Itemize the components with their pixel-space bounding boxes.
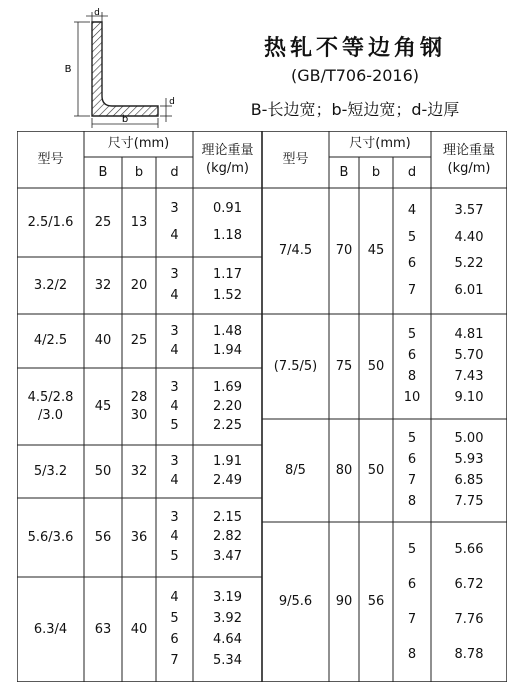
header-weight-right-line: 理论重量 <box>442 142 495 158</box>
diagram-label-B: B <box>64 64 72 75</box>
weight-cell: 4.40 <box>454 229 484 245</box>
model-cell: 2.5/1.6 <box>27 214 74 230</box>
short-side-cell <box>122 368 156 445</box>
thickness-cell: 4 <box>407 203 417 219</box>
standard-code: (GB/T706-2016) <box>290 66 420 85</box>
weight-cell: 5.34 <box>213 653 242 669</box>
thickness-cell: 6 <box>170 632 179 648</box>
thickness-cell: 8 <box>407 369 417 385</box>
weight-cell: 3.92 <box>213 610 242 626</box>
weight-cell: 1.17 <box>213 267 242 283</box>
weight-cell: 0.91 <box>213 201 242 217</box>
page-title: 热轧不等边角钢 <box>263 36 446 61</box>
header-model-left: 型号 <box>37 151 64 167</box>
long-side-cell: 90 <box>335 594 353 609</box>
thickness-cell: 4 <box>170 227 179 243</box>
model-cell: 5.6/3.6 <box>27 529 74 545</box>
thickness-cell: 5 <box>170 549 179 565</box>
model-cell: 9/5.6 <box>278 594 313 609</box>
weight-cell: 8.78 <box>454 646 484 662</box>
header-model-right: 型号 <box>282 151 309 167</box>
weight-cell: 1.69 <box>213 379 242 395</box>
model-cell-line: 4.5/2.8 <box>27 389 74 405</box>
diagram-label-d-top: d <box>94 8 100 18</box>
thickness-cell: 3 <box>170 323 179 339</box>
weight-cell: 5.00 <box>454 431 484 447</box>
model-cell: (7.5/5) <box>273 358 318 374</box>
long-side-cell: 40 <box>94 333 112 348</box>
weight-cell: 1.91 <box>213 454 242 470</box>
thickness-cell: 7 <box>170 653 179 669</box>
weight-cell: 6.01 <box>454 282 484 298</box>
thickness-cell: 4 <box>170 472 179 488</box>
thickness-cell: 4 <box>170 589 179 605</box>
header-weight-right-line: (kg/m) <box>447 160 491 176</box>
thickness-cell: 3 <box>170 454 179 470</box>
short-side-cell: 13 <box>130 214 148 230</box>
diagram-label-d-right: d <box>169 97 175 107</box>
long-side-cell: 25 <box>94 214 112 230</box>
weight-cell: 6.85 <box>454 472 484 488</box>
thickness-cell: 6 <box>407 576 417 592</box>
model-cell: 7/4.5 <box>278 243 313 258</box>
header-size-right: 尺寸(mm) <box>349 136 411 151</box>
weight-cell: 2.20 <box>213 398 242 414</box>
weight-cell: 5.22 <box>454 256 484 272</box>
weight-cell: 4.81 <box>454 326 484 342</box>
header-weight-left-line: 理论重量 <box>201 142 254 158</box>
weight-cell: 1.52 <box>213 287 242 303</box>
weight-cell: 7.43 <box>454 369 484 385</box>
header-d-left: d <box>170 164 179 180</box>
long-side-cell: 32 <box>94 277 112 293</box>
model-cell-line: /3.0 <box>37 407 64 423</box>
header-B-left: B <box>98 164 108 180</box>
short-side-cell: 32 <box>130 463 148 479</box>
short-side-cell-line: 28 <box>130 389 148 405</box>
weight-cell: 4.64 <box>213 632 242 648</box>
short-side-cell: 50 <box>367 462 385 478</box>
weight-cell: 9.10 <box>454 390 484 406</box>
weight-cell: 1.94 <box>213 342 242 358</box>
long-side-cell: 70 <box>335 243 353 258</box>
weight-cell: 7.75 <box>454 493 484 509</box>
weight-cell: 3.57 <box>454 203 484 219</box>
short-side-cell-line: 30 <box>130 407 148 423</box>
thickness-cell: 8 <box>407 493 417 509</box>
header-B-right: B <box>339 164 349 180</box>
thickness-cell: 5 <box>170 417 179 433</box>
long-side-cell: 50 <box>94 463 112 479</box>
angle-section-diagram <box>58 8 178 130</box>
long-side-cell: 45 <box>94 398 112 414</box>
thickness-cell: 4 <box>170 398 179 414</box>
weight-cell: 2.82 <box>213 529 242 545</box>
thickness-cell: 4 <box>170 529 179 545</box>
header-weight-left <box>193 131 262 188</box>
header-b-left: b <box>134 164 144 180</box>
thickness-cell: 3 <box>170 267 179 283</box>
long-side-cell: 63 <box>94 621 112 637</box>
model-cell: 4/2.5 <box>33 333 68 348</box>
long-side-cell: 56 <box>94 529 112 545</box>
header-weight-right <box>431 131 507 188</box>
thickness-cell: 3 <box>170 379 179 395</box>
header-weight-left-line: (kg/m) <box>206 160 249 176</box>
thickness-cell: 5 <box>407 229 417 245</box>
model-cell: 5/3.2 <box>33 463 68 479</box>
model-cell <box>17 368 84 445</box>
header-size-left: 尺寸(mm) <box>107 136 170 151</box>
short-side-cell: 20 <box>130 277 148 293</box>
weight-cell: 1.48 <box>213 323 242 339</box>
short-side-cell: 56 <box>367 594 385 609</box>
weight-cell: 5.93 <box>454 452 484 468</box>
thickness-cell: 7 <box>407 472 417 488</box>
short-side-cell: 45 <box>367 243 385 258</box>
model-cell: 3.2/2 <box>33 277 68 293</box>
thickness-cell: 6 <box>407 347 417 363</box>
short-side-cell: 50 <box>367 358 385 374</box>
weight-cell: 6.72 <box>454 576 484 592</box>
spec-table <box>17 131 507 682</box>
weight-cell: 1.18 <box>213 227 242 243</box>
long-side-cell: 75 <box>335 358 353 374</box>
thickness-cell: 4 <box>170 287 179 303</box>
weight-cell: 3.47 <box>213 549 242 565</box>
thickness-cell: 10 <box>403 390 421 406</box>
thickness-cell: 5 <box>407 326 417 342</box>
weight-cell: 2.15 <box>213 509 242 525</box>
thickness-cell: 7 <box>407 282 417 298</box>
weight-cell: 5.66 <box>454 541 484 557</box>
thickness-cell: 3 <box>170 201 179 217</box>
dimension-legend: B-长边宽；b-短边宽；d-边厚 <box>250 100 460 119</box>
weight-cell: 3.19 <box>213 589 242 605</box>
short-side-cell: 36 <box>130 529 148 545</box>
diagram-label-b: b <box>121 114 129 125</box>
thickness-cell: 5 <box>407 431 417 447</box>
model-cell: 8/5 <box>285 462 306 478</box>
model-cell: 6.3/4 <box>33 621 68 637</box>
thickness-cell: 8 <box>407 646 417 662</box>
thickness-cell: 5 <box>170 610 179 626</box>
thickness-cell: 7 <box>407 611 417 627</box>
weight-cell: 7.76 <box>454 611 484 627</box>
thickness-cell: 5 <box>407 541 417 557</box>
thickness-cell: 3 <box>170 509 179 525</box>
weight-cell: 2.49 <box>213 472 242 488</box>
weight-cell: 2.25 <box>213 417 242 433</box>
short-side-cell: 25 <box>130 333 148 348</box>
long-side-cell: 80 <box>335 462 353 478</box>
short-side-cell: 40 <box>130 621 148 637</box>
weight-cell: 5.70 <box>454 347 484 363</box>
thickness-cell: 6 <box>407 256 417 272</box>
thickness-cell: 4 <box>170 342 179 358</box>
header-b-right: b <box>371 164 381 180</box>
thickness-cell: 6 <box>407 452 417 468</box>
header-d-right: d <box>407 164 417 180</box>
